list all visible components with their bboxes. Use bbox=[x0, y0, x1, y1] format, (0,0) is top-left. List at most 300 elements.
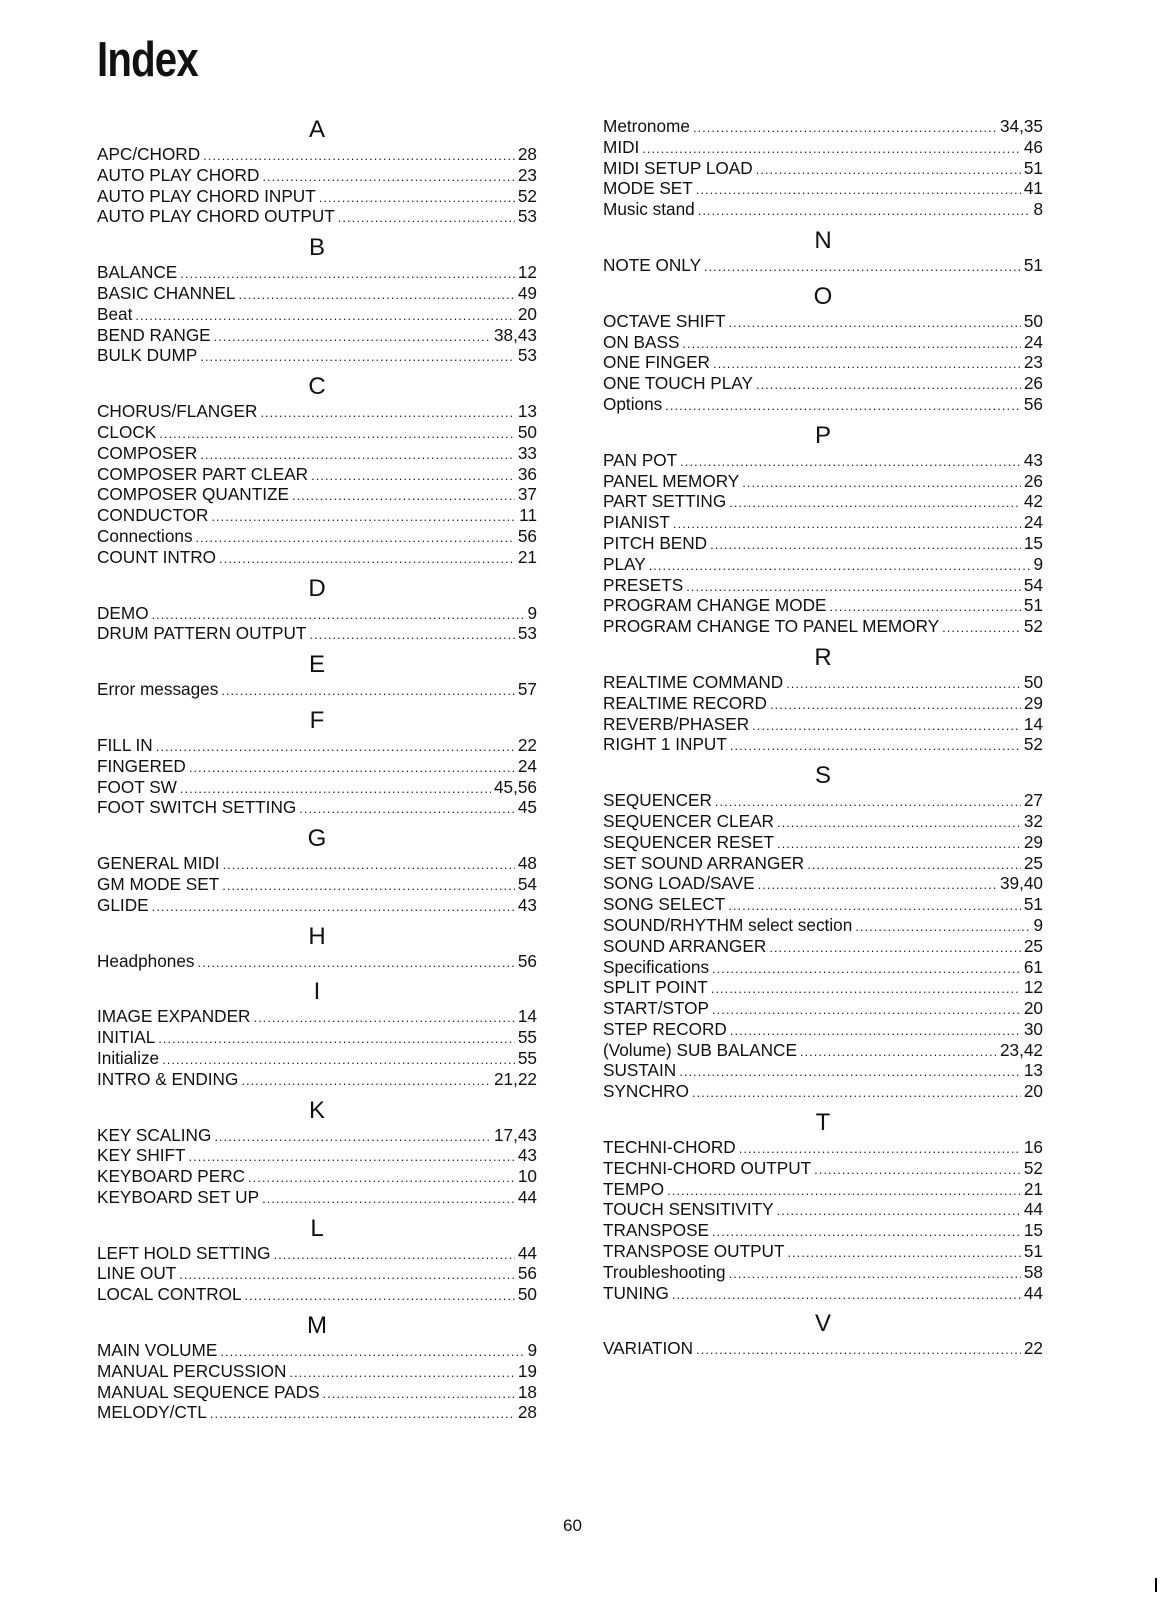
dot-leader bbox=[729, 493, 1021, 514]
dot-leader bbox=[730, 1021, 1021, 1042]
dot-leader bbox=[786, 674, 1021, 695]
entry-term: MELODY/CTL bbox=[97, 1402, 207, 1423]
entry-term: TRANSPOSE bbox=[603, 1220, 710, 1241]
dot-leader bbox=[274, 1245, 515, 1266]
index-entry bbox=[603, 894, 1043, 915]
dot-leader bbox=[730, 736, 1021, 757]
entry-term: PLAY bbox=[603, 553, 646, 574]
entry-term: SPLIT POINT bbox=[603, 977, 708, 998]
section-letter: K bbox=[308, 1096, 325, 1124]
index-section bbox=[97, 116, 537, 234]
entry-term: CONDUCTOR bbox=[97, 505, 209, 526]
entry-term: SONG LOAD/SAVE bbox=[603, 873, 755, 894]
entry-term: PROGRAM CHANGE TO PANEL MEMORY bbox=[603, 616, 940, 637]
index-section bbox=[97, 575, 537, 652]
dot-leader bbox=[692, 1083, 1021, 1104]
index-section bbox=[603, 227, 1043, 283]
section-letter: L bbox=[310, 1214, 324, 1242]
entry-term: KEY SHIFT bbox=[97, 1145, 186, 1166]
dot-leader bbox=[787, 1243, 1020, 1264]
index-entry bbox=[603, 595, 1043, 616]
index-entry bbox=[603, 811, 1043, 832]
dot-leader bbox=[712, 959, 1021, 980]
entry-page: 45,56 bbox=[493, 776, 537, 797]
dot-leader bbox=[180, 264, 515, 285]
dot-leader bbox=[241, 1071, 491, 1092]
entry-term: FOOT SWITCH SETTING bbox=[97, 797, 297, 818]
entry-term: COUNT INTRO bbox=[97, 546, 217, 567]
index-entry bbox=[97, 262, 537, 283]
entry-term: PRESETS bbox=[603, 574, 684, 595]
entry-term: TRANSPOSE OUTPUT bbox=[603, 1241, 785, 1262]
index-entry bbox=[603, 915, 1043, 936]
section-letter: N bbox=[814, 226, 832, 254]
entry-term: CLOCK bbox=[97, 421, 157, 442]
dot-leader bbox=[729, 313, 1021, 334]
entry-page: 24 bbox=[1023, 512, 1043, 533]
entry-page: 53 bbox=[517, 206, 537, 227]
page-number: 60 bbox=[563, 1516, 582, 1535]
dot-leader bbox=[672, 1285, 1021, 1306]
entry-page: 58 bbox=[1023, 1261, 1043, 1282]
entry-term: GENERAL MIDI bbox=[97, 853, 220, 874]
dot-leader bbox=[686, 577, 1021, 598]
entry-page: 13 bbox=[1023, 1060, 1043, 1081]
dot-leader bbox=[807, 855, 1021, 876]
dot-leader bbox=[222, 876, 515, 897]
index-entry bbox=[97, 1263, 537, 1284]
entry-term: COMPOSER QUANTIZE bbox=[97, 484, 289, 505]
entry-term: PAN POT bbox=[603, 449, 678, 470]
entry-term: IMAGE EXPANDER bbox=[97, 1006, 251, 1027]
index-entry bbox=[603, 199, 1043, 220]
index-entry bbox=[97, 777, 537, 798]
index-section bbox=[603, 283, 1043, 422]
entry-term: BULK DUMP bbox=[97, 345, 198, 366]
entry-page: 53 bbox=[517, 623, 537, 644]
entry-page: 33 bbox=[517, 442, 537, 463]
section-letter: A bbox=[308, 116, 325, 143]
dot-leader bbox=[248, 1168, 515, 1189]
index-section bbox=[97, 234, 537, 373]
dot-leader bbox=[777, 813, 1021, 834]
index-entry bbox=[97, 874, 537, 895]
entry-page: 29 bbox=[1023, 692, 1043, 713]
entry-term: Headphones bbox=[97, 950, 195, 971]
index-entry bbox=[97, 401, 537, 422]
entry-page: 61 bbox=[1023, 956, 1043, 977]
index-entry bbox=[97, 1284, 537, 1305]
entry-page: 50 bbox=[517, 421, 537, 442]
entry-page: 55 bbox=[517, 1027, 537, 1048]
dot-leader bbox=[665, 396, 1021, 417]
index-entry bbox=[97, 853, 537, 874]
index-entry bbox=[97, 443, 537, 464]
dot-leader bbox=[682, 334, 1020, 355]
section-letter: R bbox=[814, 643, 832, 671]
entry-page: 23,42 bbox=[999, 1039, 1043, 1060]
entry-page: 9 bbox=[527, 1340, 537, 1361]
entry-page: 19 bbox=[517, 1360, 537, 1381]
index-entry bbox=[603, 693, 1043, 714]
entry-term: FILL IN bbox=[97, 734, 153, 755]
section-letter: S bbox=[814, 762, 831, 790]
index-column-left bbox=[97, 116, 537, 1430]
index-section bbox=[97, 978, 537, 1096]
entry-page: 48 bbox=[517, 853, 537, 874]
index-entry bbox=[97, 345, 537, 366]
entry-term: STEP RECORD bbox=[603, 1018, 727, 1039]
entry-term: MIDI bbox=[603, 136, 640, 157]
dot-leader bbox=[135, 306, 515, 327]
index-entry bbox=[603, 158, 1043, 179]
entry-page: 39,40 bbox=[999, 873, 1043, 894]
index-section bbox=[97, 825, 537, 922]
dot-leader bbox=[729, 1264, 1021, 1285]
index-entry bbox=[97, 505, 537, 526]
section-letter: G bbox=[307, 825, 327, 853]
entry-term: GLIDE bbox=[97, 894, 149, 915]
dot-leader bbox=[712, 1000, 1021, 1021]
index-entry bbox=[603, 575, 1043, 596]
entry-term: AUTO PLAY CHORD OUTPUT bbox=[97, 206, 335, 227]
index-entry bbox=[97, 1187, 537, 1208]
index-entry bbox=[97, 623, 537, 644]
index-entry bbox=[97, 283, 537, 304]
dot-leader bbox=[311, 466, 515, 487]
entry-term: MODE SET bbox=[603, 178, 693, 199]
dot-leader bbox=[673, 514, 1021, 535]
dot-leader bbox=[728, 896, 1021, 917]
index-entry bbox=[603, 1338, 1043, 1359]
entry-term: BEND RANGE bbox=[97, 324, 211, 345]
dot-leader bbox=[253, 1008, 514, 1029]
entry-page: 52 bbox=[1023, 1157, 1043, 1178]
index-entry bbox=[603, 491, 1043, 512]
index-entry bbox=[603, 471, 1043, 492]
page-title: Index bbox=[97, 33, 198, 87]
dot-leader bbox=[200, 347, 515, 368]
index-entry bbox=[97, 1166, 537, 1187]
dot-leader bbox=[196, 528, 515, 549]
index-entry bbox=[603, 714, 1043, 735]
entry-term: TECHNI-CHORD OUTPUT bbox=[603, 1157, 812, 1178]
index-section bbox=[603, 1310, 1043, 1366]
index-entry bbox=[603, 116, 1043, 137]
index-entry bbox=[603, 998, 1043, 1019]
index-section bbox=[97, 373, 537, 574]
entry-page: 22 bbox=[517, 734, 537, 755]
entry-term: SET SOUND ARRANGER bbox=[603, 852, 805, 873]
index-entry bbox=[603, 137, 1043, 158]
index-entry bbox=[603, 1040, 1043, 1061]
index-entry bbox=[97, 526, 537, 547]
entry-page: 37 bbox=[517, 484, 537, 505]
dot-leader bbox=[162, 1050, 515, 1071]
entry-term: REVERB/PHASER bbox=[603, 713, 750, 734]
dot-leader bbox=[758, 875, 997, 896]
index-entry bbox=[97, 895, 537, 916]
dot-leader bbox=[289, 1363, 514, 1384]
dot-leader bbox=[159, 424, 515, 445]
entry-term: FINGERED bbox=[97, 755, 186, 776]
dot-leader bbox=[752, 716, 1021, 737]
entry-page: 56 bbox=[517, 1263, 537, 1284]
dot-leader bbox=[712, 1222, 1021, 1243]
entry-page: 21 bbox=[517, 546, 537, 567]
index-entry bbox=[603, 1220, 1043, 1241]
entry-term: CHORUS/FLANGER bbox=[97, 401, 258, 422]
entry-page: 9 bbox=[1033, 553, 1043, 574]
entry-term: Options bbox=[603, 393, 663, 414]
entry-page: 44 bbox=[517, 1242, 537, 1263]
entry-term: REALTIME COMMAND bbox=[603, 671, 784, 692]
entry-term: VARIATION bbox=[603, 1338, 694, 1359]
entry-term: APC/CHORD bbox=[97, 144, 201, 164]
entry-page: 18 bbox=[517, 1381, 537, 1402]
entry-term: COMPOSER PART CLEAR bbox=[97, 463, 309, 484]
entry-page: 43 bbox=[517, 1145, 537, 1166]
entry-term: Troubleshooting bbox=[603, 1261, 726, 1282]
entry-term: KEYBOARD SET UP bbox=[97, 1186, 260, 1207]
entry-term: START/STOP bbox=[603, 998, 710, 1019]
index-entry bbox=[97, 165, 537, 186]
index-entry bbox=[603, 1137, 1043, 1158]
index-entry bbox=[97, 756, 537, 777]
entry-page: 17,43 bbox=[493, 1124, 537, 1145]
entry-page: 23 bbox=[1023, 352, 1043, 373]
dot-leader bbox=[219, 549, 515, 570]
index-entry bbox=[97, 304, 537, 325]
entry-page: 50 bbox=[1023, 671, 1043, 692]
index-entry bbox=[603, 1262, 1043, 1283]
entry-page: 16 bbox=[1023, 1137, 1043, 1158]
dot-leader bbox=[756, 160, 1021, 181]
index-entry bbox=[603, 1081, 1043, 1102]
dot-leader bbox=[649, 556, 1031, 577]
entry-page: 54 bbox=[1023, 574, 1043, 595]
entry-term: SONG SELECT bbox=[603, 894, 726, 915]
dot-leader bbox=[152, 605, 525, 626]
entry-term: LOCAL CONTROL bbox=[97, 1284, 242, 1305]
index-entry bbox=[603, 1158, 1043, 1179]
index-entry bbox=[603, 373, 1043, 394]
entry-page: 52 bbox=[517, 185, 537, 206]
index-entry bbox=[603, 734, 1043, 755]
entry-page: 15 bbox=[1023, 532, 1043, 553]
entry-page: 52 bbox=[1023, 616, 1043, 637]
entry-page: 38,43 bbox=[493, 324, 537, 345]
index-entry bbox=[603, 936, 1043, 957]
entry-page: 24 bbox=[517, 755, 537, 776]
index-entry bbox=[97, 547, 537, 568]
entry-page: 51 bbox=[1023, 894, 1043, 915]
section-letter: P bbox=[814, 421, 831, 449]
entry-term: TUNING bbox=[603, 1282, 669, 1303]
entry-term: ON BASS bbox=[603, 331, 680, 352]
entry-page: 54 bbox=[517, 873, 537, 894]
index-entry bbox=[97, 1125, 537, 1146]
entry-term: REALTIME RECORD bbox=[603, 692, 767, 713]
entry-page: 22 bbox=[1023, 1338, 1043, 1359]
index-entry bbox=[97, 1382, 537, 1403]
entry-term: DEMO bbox=[97, 602, 149, 623]
section-letter: E bbox=[308, 651, 325, 679]
index-section bbox=[97, 1215, 537, 1312]
entry-term: KEY SCALING bbox=[97, 1124, 212, 1145]
entry-term: PROGRAM CHANGE MODE bbox=[603, 595, 827, 616]
dot-leader bbox=[189, 758, 515, 779]
entry-page: 20 bbox=[1023, 1081, 1043, 1102]
section-letter: T bbox=[815, 1109, 831, 1137]
index-entry bbox=[97, 951, 537, 972]
dot-leader bbox=[829, 597, 1020, 618]
entry-term: SEQUENCER bbox=[603, 790, 712, 811]
section-letter: C bbox=[308, 373, 326, 401]
entry-term: KEYBOARD PERC bbox=[97, 1166, 246, 1187]
dot-leader bbox=[309, 625, 514, 646]
entry-page: 51 bbox=[1023, 254, 1043, 275]
index-entry bbox=[603, 311, 1043, 332]
index-entry bbox=[97, 603, 537, 624]
entry-page: 28 bbox=[517, 144, 537, 164]
dot-leader bbox=[680, 452, 1021, 473]
dot-leader bbox=[180, 779, 491, 800]
entry-page: 10 bbox=[517, 1166, 537, 1187]
dot-leader bbox=[156, 737, 515, 758]
index-entry bbox=[97, 1340, 537, 1361]
index-section bbox=[603, 116, 1043, 227]
dot-leader bbox=[262, 1189, 515, 1210]
dot-leader bbox=[245, 1286, 515, 1307]
entry-term: RIGHT 1 INPUT bbox=[603, 734, 727, 755]
entry-term: SEQUENCER CLEAR bbox=[603, 810, 774, 831]
dot-leader bbox=[942, 618, 1021, 639]
entry-page: 57 bbox=[517, 679, 537, 700]
index-entry bbox=[97, 1069, 537, 1090]
index-entry bbox=[97, 325, 537, 346]
index-entry bbox=[97, 186, 537, 207]
dot-leader bbox=[292, 486, 515, 507]
index-entry bbox=[97, 1145, 537, 1166]
dot-leader bbox=[711, 979, 1021, 1000]
index-entry bbox=[97, 464, 537, 485]
dot-leader bbox=[189, 1147, 515, 1168]
index-entry bbox=[603, 450, 1043, 471]
entry-term: PANEL MEMORY bbox=[603, 470, 740, 491]
dot-leader bbox=[667, 1181, 1021, 1202]
index-section bbox=[97, 1097, 537, 1215]
entry-page: 15 bbox=[1023, 1220, 1043, 1241]
entry-page: 20 bbox=[517, 303, 537, 324]
entry-page: 44 bbox=[1023, 1282, 1043, 1303]
dot-leader bbox=[319, 188, 515, 209]
entry-term: SUSTAIN bbox=[603, 1060, 677, 1081]
index-entry bbox=[97, 1361, 537, 1382]
entry-term: Initialize bbox=[97, 1047, 160, 1068]
entry-term: Metronome bbox=[603, 116, 690, 136]
entry-page: 14 bbox=[1023, 713, 1043, 734]
entry-term: OCTAVE SHIFT bbox=[603, 310, 726, 331]
entry-term: Beat bbox=[97, 303, 133, 324]
index-entry bbox=[603, 873, 1043, 894]
entry-page: 56 bbox=[517, 950, 537, 971]
dot-leader bbox=[777, 834, 1021, 855]
entry-term: LINE OUT bbox=[97, 1263, 177, 1284]
index-entry bbox=[603, 853, 1043, 874]
index-entry bbox=[603, 977, 1043, 998]
dot-leader bbox=[679, 1062, 1021, 1083]
dot-leader bbox=[770, 695, 1021, 716]
dot-leader bbox=[742, 473, 1021, 494]
entry-term: Connections bbox=[97, 525, 193, 546]
index-entry bbox=[97, 206, 537, 227]
entry-term: TOUCH SENSITIVITY bbox=[603, 1199, 774, 1220]
entry-term: MIDI SETUP LOAD bbox=[603, 157, 753, 178]
dot-leader bbox=[777, 1201, 1021, 1222]
scan-mark bbox=[1155, 1578, 1157, 1592]
section-letter: I bbox=[313, 978, 321, 1006]
entry-page: 56 bbox=[517, 525, 537, 546]
index-section bbox=[603, 422, 1043, 644]
entry-term: INITIAL bbox=[97, 1027, 156, 1048]
entry-term: (Volume) SUB BALANCE bbox=[603, 1039, 797, 1060]
entry-term: AUTO PLAY CHORD INPUT bbox=[97, 185, 316, 206]
entry-page: 46 bbox=[1023, 136, 1043, 157]
entry-term: TEMPO bbox=[603, 1178, 665, 1199]
dot-leader bbox=[704, 257, 1021, 278]
entry-term: GM MODE SET bbox=[97, 873, 220, 894]
entry-term: SOUND ARRANGER bbox=[603, 935, 767, 956]
entry-page: 25 bbox=[1023, 852, 1043, 873]
dot-leader bbox=[197, 953, 514, 974]
entry-page: 30 bbox=[1023, 1018, 1043, 1039]
entry-page: 55 bbox=[517, 1047, 537, 1068]
dot-leader bbox=[220, 1342, 524, 1363]
entry-term: MAIN VOLUME bbox=[97, 1340, 218, 1361]
entry-page: 41 bbox=[1023, 178, 1043, 199]
index-entry bbox=[603, 178, 1043, 199]
entry-page: 49 bbox=[517, 282, 537, 303]
entry-term: SYNCHRO bbox=[603, 1081, 689, 1102]
entry-page: 51 bbox=[1023, 1241, 1043, 1262]
entry-term: INTRO & ENDING bbox=[97, 1068, 239, 1089]
entry-page: 34,35 bbox=[999, 116, 1043, 136]
entry-page: 9 bbox=[1033, 914, 1043, 935]
entry-page: 13 bbox=[517, 401, 537, 422]
index-entry bbox=[603, 533, 1043, 554]
entry-term: Music stand bbox=[603, 199, 695, 220]
entry-page: 23 bbox=[517, 164, 537, 185]
entry-page: 9 bbox=[527, 602, 537, 623]
entry-term: COMPOSER bbox=[97, 442, 198, 463]
entry-page: 12 bbox=[517, 262, 537, 283]
entry-term: TECHNI-CHORD bbox=[603, 1137, 736, 1158]
dot-leader bbox=[756, 375, 1021, 396]
index-entry bbox=[97, 144, 537, 165]
entry-term: PART SETTING bbox=[603, 491, 727, 512]
dot-leader bbox=[715, 792, 1021, 813]
index-entry bbox=[97, 422, 537, 443]
entry-page: 51 bbox=[1023, 157, 1043, 178]
entry-page: 21 bbox=[1023, 1178, 1043, 1199]
entry-page: 26 bbox=[1023, 373, 1043, 394]
entry-term: ONE FINGER bbox=[603, 352, 710, 373]
index-entry bbox=[603, 672, 1043, 693]
entry-page: 11 bbox=[519, 505, 537, 526]
entry-term: LEFT HOLD SETTING bbox=[97, 1242, 271, 1263]
entry-page: 50 bbox=[1023, 310, 1043, 331]
